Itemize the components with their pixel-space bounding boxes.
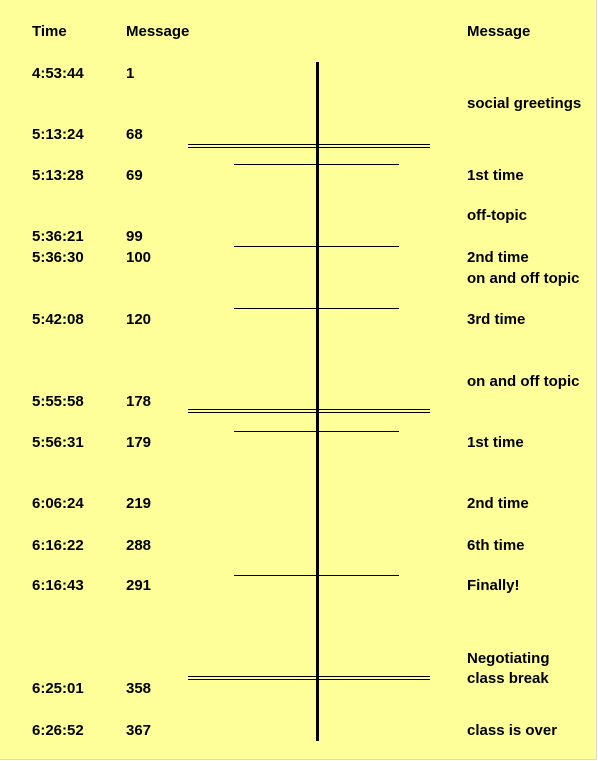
time-label: 5:36:21: [32, 228, 84, 245]
time-label: 6:16:43: [32, 577, 84, 594]
time-label: 6:25:01: [32, 680, 84, 697]
phase-separator-line: [188, 144, 430, 145]
phase-separator-line: [188, 147, 430, 148]
time-label: 4:53:44: [32, 65, 84, 82]
annotation-label: 3rd time: [467, 311, 526, 328]
time-label: 6:16:22: [32, 537, 84, 554]
message-number: 68: [126, 126, 143, 143]
phase-separator-line: [188, 412, 430, 413]
attempt-separator-line: [234, 246, 399, 247]
time-label: 5:13:24: [32, 126, 84, 143]
message-number: 178: [126, 393, 152, 410]
message-number: 288: [126, 537, 152, 554]
annotation-label: class is over: [467, 722, 558, 739]
annotation-label: Finally!: [467, 577, 520, 594]
time-label: 6:06:24: [32, 495, 84, 512]
annotation-label: 2nd time: [467, 495, 529, 512]
phase-separator-line: [188, 679, 430, 680]
annotation-label: 1st time: [467, 167, 524, 184]
phase-separator-line: [188, 676, 430, 677]
time-label: 5:55:58: [32, 393, 84, 410]
message-number: 99: [126, 228, 143, 245]
message-number: 367: [126, 722, 152, 739]
message-number: 358: [126, 680, 152, 697]
annotation-label: Negotiating: [467, 650, 550, 667]
annotation-label: 6th time: [467, 537, 525, 554]
attempt-separator-line: [234, 164, 399, 165]
attempt-separator-line: [234, 575, 399, 576]
time-label: 5:13:28: [32, 167, 84, 184]
time-label: 5:42:08: [32, 311, 84, 328]
phase-separator-line: [188, 409, 430, 410]
annotation-label: 2nd time: [467, 249, 529, 266]
annotation-label: 1st time: [467, 434, 524, 451]
message-description-header: Message: [467, 23, 531, 40]
time-label: 6:26:52: [32, 722, 84, 739]
annotation-label: on and off topic: [467, 373, 580, 390]
attempt-separator-line: [234, 431, 399, 432]
annotation-label: class break: [467, 670, 549, 687]
message-number: 291: [126, 577, 152, 594]
time-header: Time: [32, 23, 67, 40]
message-number: 219: [126, 495, 152, 512]
message-number: 179: [126, 434, 152, 451]
annotation-label: on and off topic: [467, 270, 580, 287]
message-number: 120: [126, 311, 152, 328]
message-number: 1: [126, 65, 135, 82]
attempt-separator-line: [234, 308, 399, 309]
time-label: 5:36:30: [32, 249, 84, 266]
message-number-header: Message: [126, 23, 190, 40]
time-label: 5:56:31: [32, 434, 84, 451]
annotation-label: social greetings: [467, 95, 582, 112]
message-number: 100: [126, 249, 152, 266]
message-number: 69: [126, 167, 143, 184]
annotation-label: off-topic: [467, 207, 527, 224]
